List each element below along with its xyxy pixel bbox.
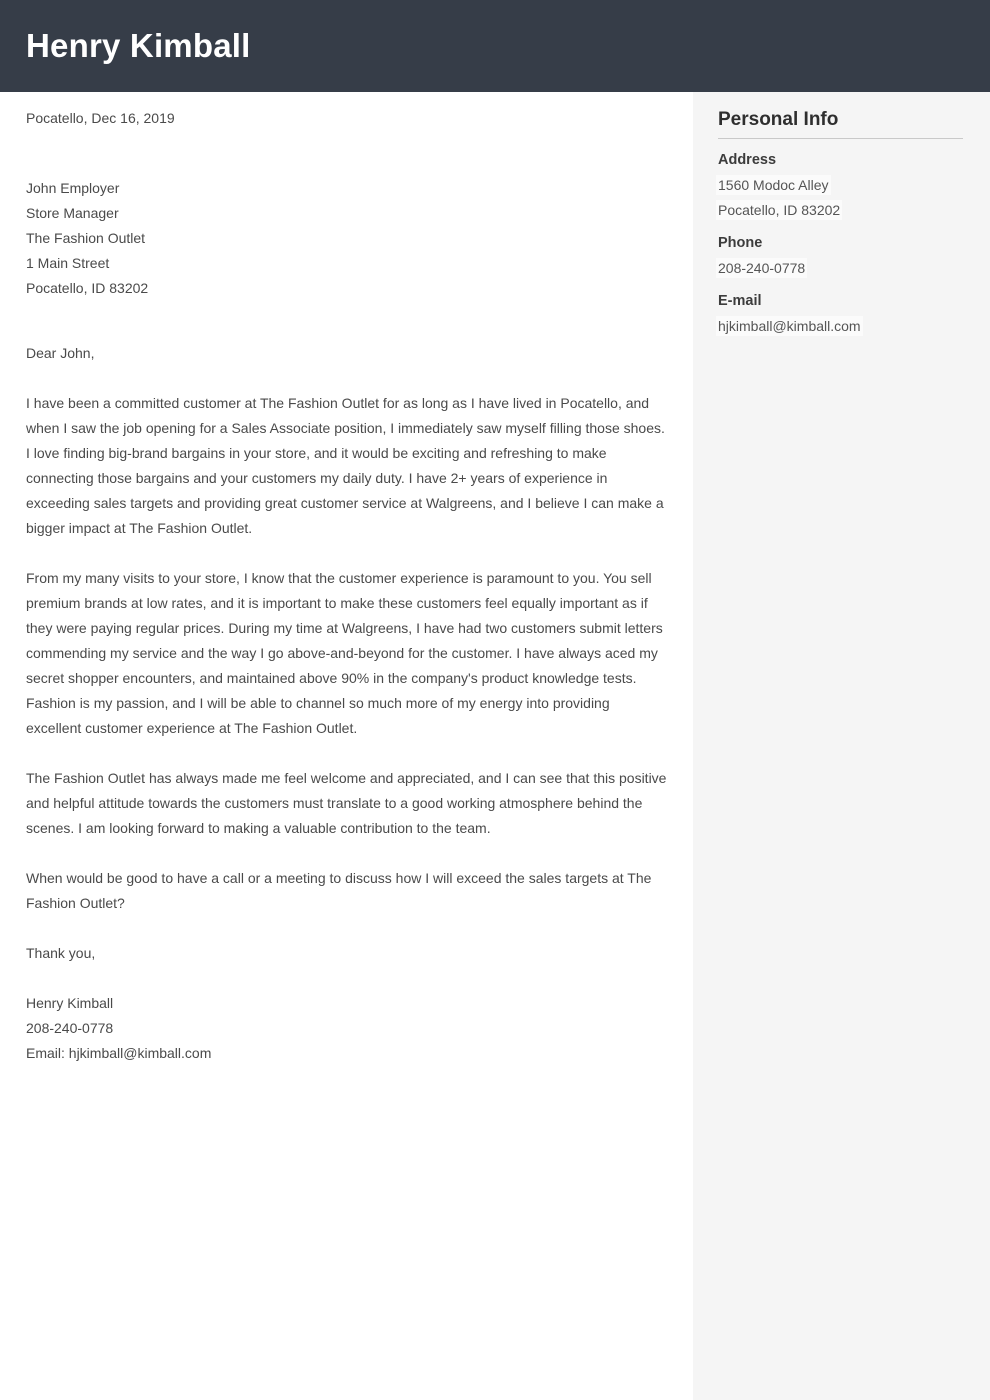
letter-paragraph-2: From my many visits to your store, I know that the customer experience is paramount to you. You sell premium brands at low rates, and it is important to make these customers feel equally important as if they were paying regular prices. During my time at Walgreens, I have had two customers submit letters commending my service and the way I go above-and-beyond for the customer. I have always aced my secret shopper encounters, and maintained above 90% in the company's product knowledge tests. Fashion is my passion, and I will be able to channel so much more of my energy into providing excellent customer experience at The Fashion Outlet. bbox=[26, 570, 663, 736]
sidebar-section-email bbox=[718, 289, 963, 339]
sidebar-section-address bbox=[718, 148, 963, 223]
signature-email: Email: hjkimball@kimball.com bbox=[26, 1045, 212, 1061]
signature-block bbox=[26, 991, 668, 1066]
email-label: E-mail bbox=[718, 293, 762, 309]
address-label: Address bbox=[718, 152, 777, 168]
candidate-name: Henry Kimball bbox=[26, 27, 251, 64]
signature-name: Henry Kimball bbox=[26, 995, 114, 1011]
salutation: Dear John, bbox=[26, 345, 95, 361]
address-line-1-text: 1560 Modoc Alley bbox=[718, 177, 829, 193]
email-value-text: hjkimball@kimball.com bbox=[718, 318, 861, 334]
phone-value-text: 208-240-0778 bbox=[718, 260, 806, 276]
address-line-2 bbox=[718, 198, 963, 223]
closing-line: Thank you, bbox=[26, 945, 96, 961]
letter-paragraph-3: The Fashion Outlet has always made me feel welcome and appreciated, and I can see that this positive and helpful attitude towards the customers must translate to a good working atmosphere behind the scenes. I am looking forward to making a valuable contribution to the team. bbox=[26, 770, 667, 836]
email-value bbox=[718, 314, 963, 339]
sidebar-section-phone bbox=[718, 231, 963, 281]
letter-header bbox=[0, 0, 990, 92]
recipient-name: John Employer bbox=[26, 180, 120, 196]
phone-value bbox=[718, 256, 963, 281]
recipient-company: The Fashion Outlet bbox=[26, 230, 146, 246]
letter-paragraph-4: When would be good to have a call or a meeting to discuss how I will exceed the sales targets at The Fashion Outlet? bbox=[26, 870, 652, 911]
recipient-city: Pocatello, ID 83202 bbox=[26, 280, 149, 296]
personal-info-sidebar bbox=[693, 92, 990, 1400]
address-line-1 bbox=[718, 173, 963, 198]
phone-label: Phone bbox=[718, 235, 763, 251]
address-line-2-text: Pocatello, ID 83202 bbox=[718, 202, 841, 218]
recipient-title: Store Manager bbox=[26, 205, 119, 221]
recipient-block bbox=[26, 176, 668, 301]
letter-date: Pocatello, Dec 16, 2019 bbox=[26, 110, 175, 126]
content-area bbox=[0, 92, 990, 1400]
letter-body bbox=[0, 92, 693, 1400]
signature-phone: 208-240-0778 bbox=[26, 1020, 114, 1036]
sidebar-title: Personal Info bbox=[718, 108, 963, 139]
letter-paragraph-1: I have been a committed customer at The Fashion Outlet for as long as I have lived in Pocatello, and when I saw the job opening for a Sales Associate position, I immediately saw myself filling those shoes. I love finding big-brand bargains in your store, and it would be exciting and refreshing to make connecting those bargains and your customers my daily duty. I have 2+ years of experience in exceeding sales targets and providing great customer service at Walgreens, and I believe I can make a bigger impact at The Fashion Outlet. bbox=[26, 395, 665, 536]
recipient-street: 1 Main Street bbox=[26, 255, 110, 271]
